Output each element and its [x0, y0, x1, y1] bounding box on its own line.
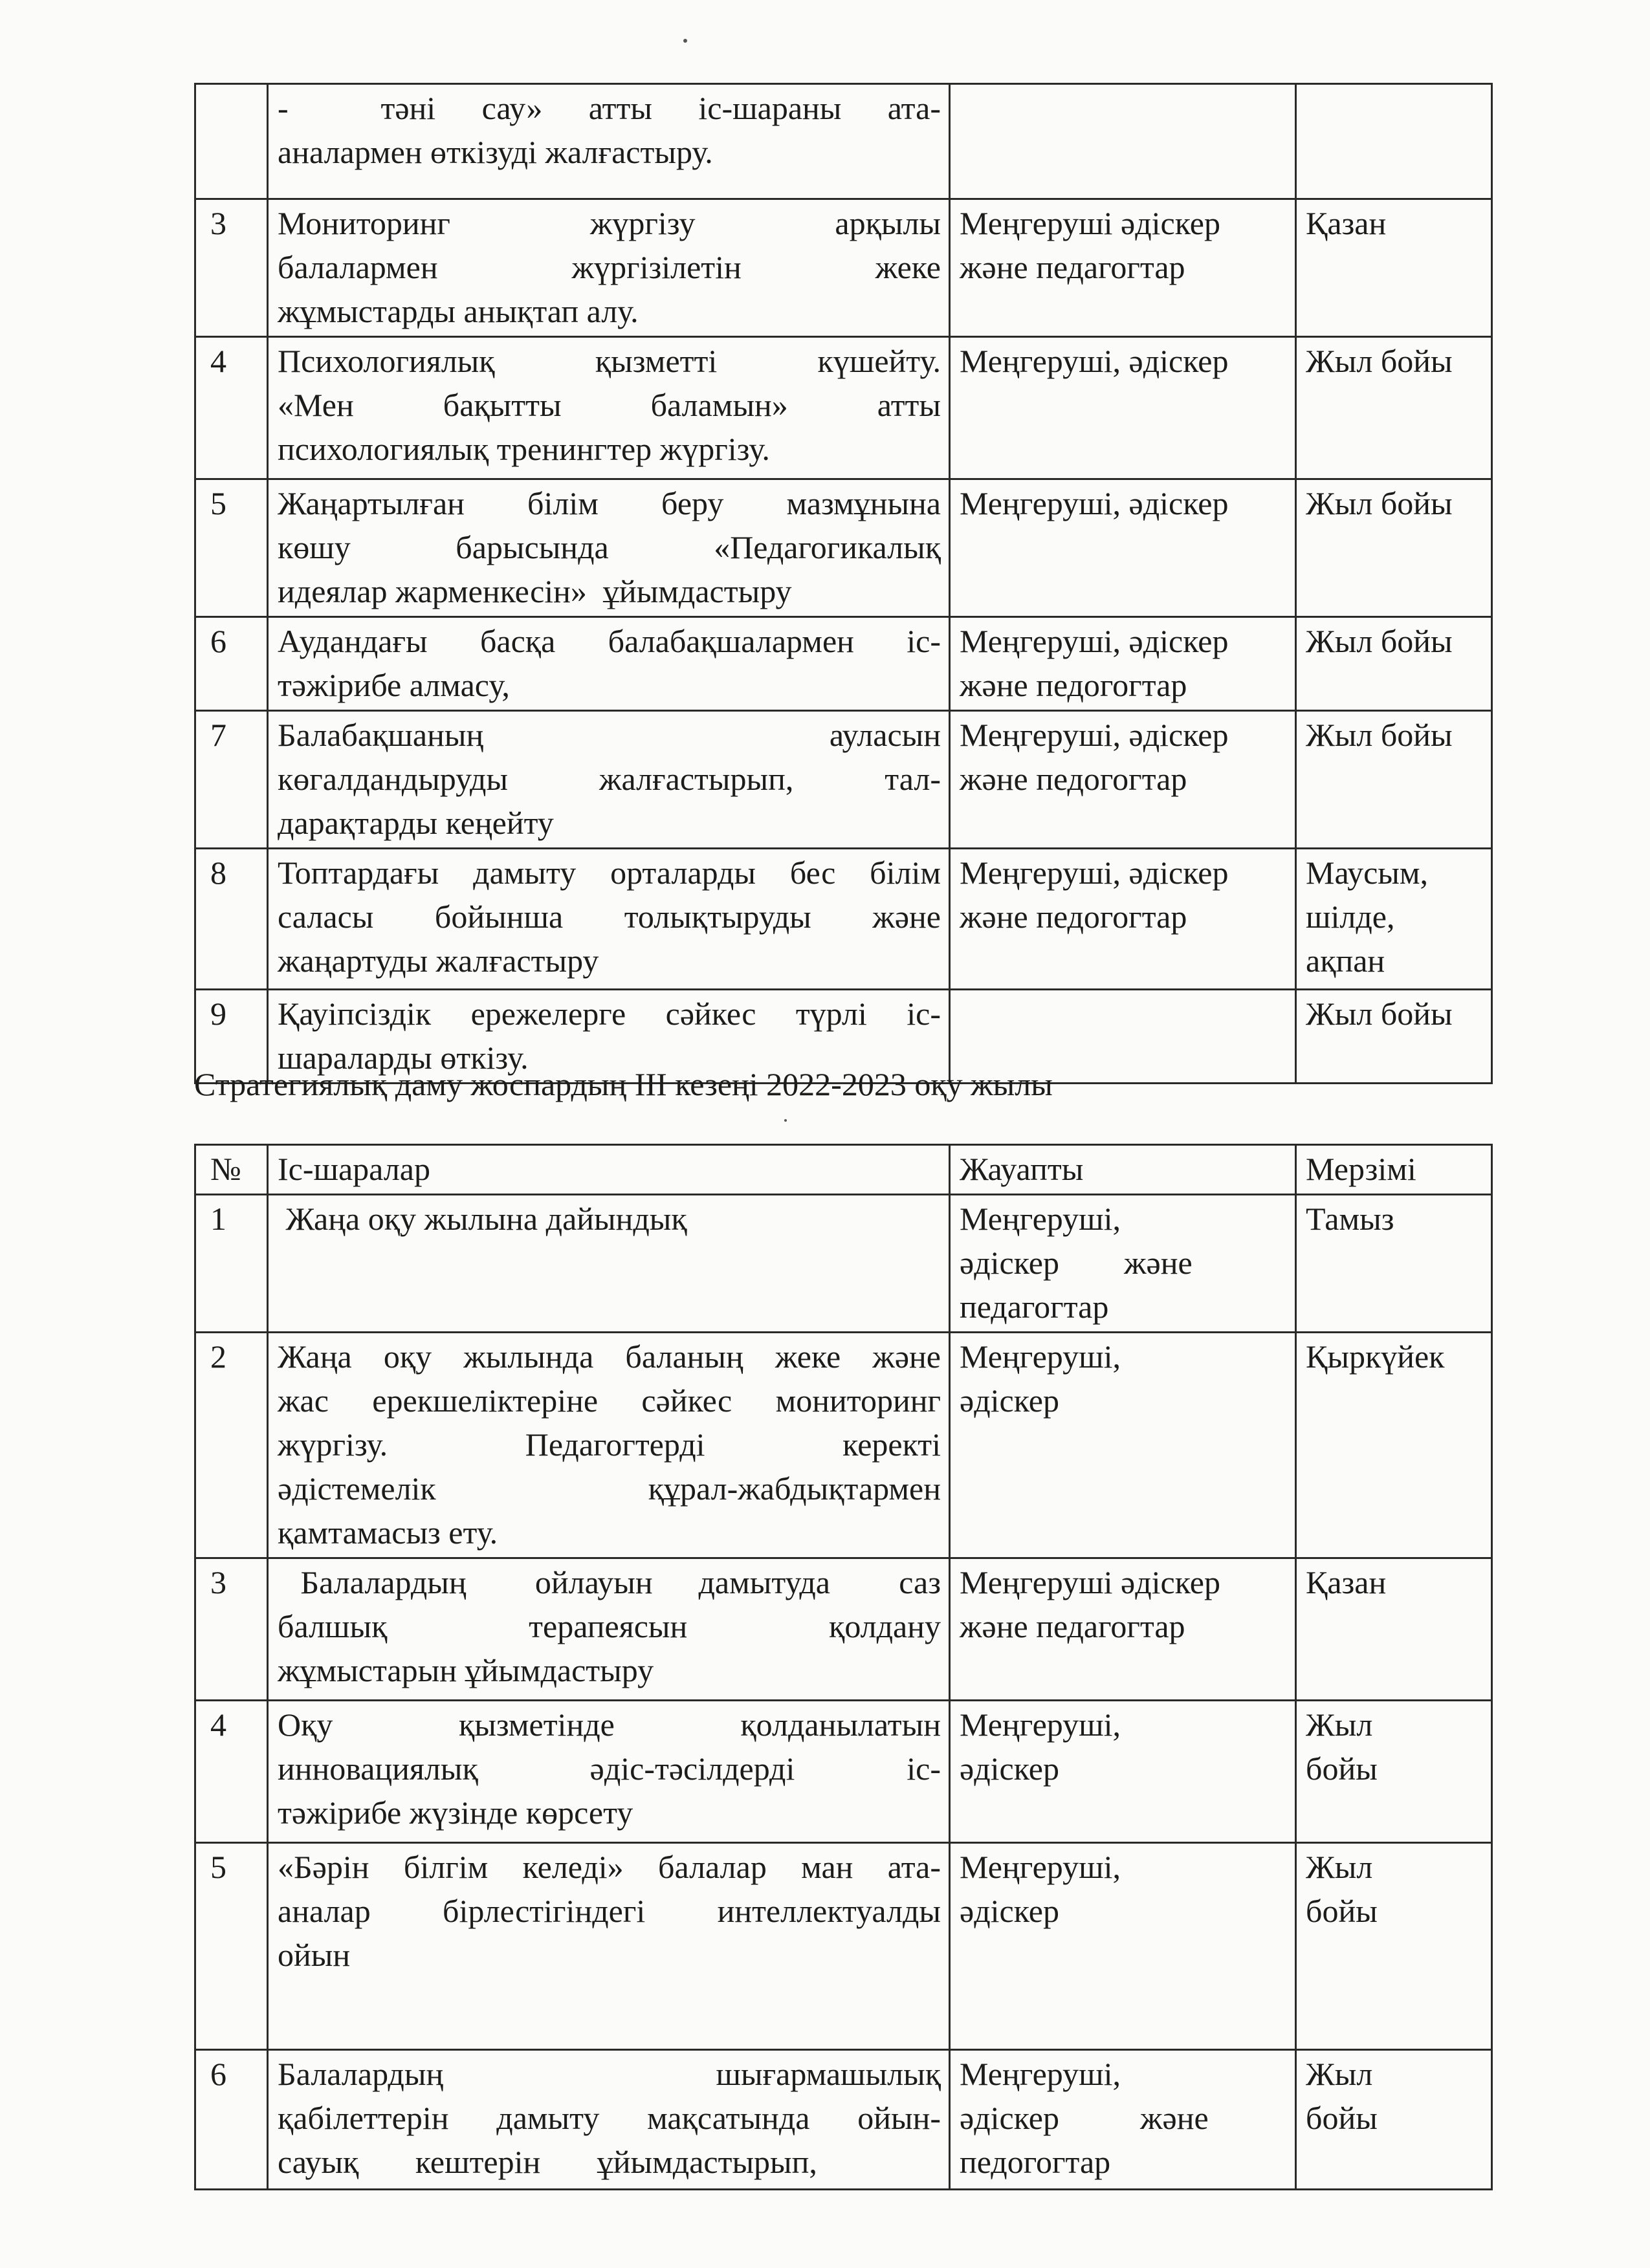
event-line: инновациялық әдіс-тәсілдерді іс- — [278, 1750, 941, 1787]
responsible-line: әдіскер және — [960, 2100, 1209, 2136]
event-line: көшу барысында «Педагогикалық — [278, 529, 941, 565]
responsible-cell — [950, 617, 1296, 711]
event-text — [268, 1558, 950, 1701]
table-row — [195, 711, 1492, 849]
responsible-line: Меңгеруші, — [960, 2056, 1121, 2092]
row-number: 5 — [195, 479, 268, 617]
event-line: «Мен бақытты баламын» атты — [278, 387, 941, 423]
deadline-line: Қыркүйек — [1306, 1338, 1445, 1375]
row-number: 6 — [195, 2050, 268, 2190]
table-row — [195, 1333, 1492, 1558]
deadline-cell — [1296, 479, 1492, 617]
responsible-cell — [950, 1558, 1296, 1701]
event-line: сауық кештерін ұйымдастырып, — [278, 2144, 817, 2180]
event-text — [268, 1333, 950, 1558]
event-line: қабілеттерін дамыту мақсатында ойын- — [278, 2100, 941, 2136]
deadline-line: Қазан — [1306, 205, 1387, 241]
event-line: Жаңа оқу жылында баланың жеке және — [278, 1338, 941, 1375]
deadline-line: Жыл бойы — [1306, 717, 1453, 753]
responsible-cell — [950, 84, 1296, 199]
responsible-line: Меңгеруші, әдіскер — [960, 623, 1229, 659]
event-text — [268, 479, 950, 617]
deadline-line: Жыл бойы — [1306, 623, 1453, 659]
event-line: аналармен өткізуді жалғастыру. — [278, 134, 713, 170]
responsible-line: әдіскер — [960, 1893, 1059, 1929]
event-line: әдістемелік құрал-жабдықтармен — [278, 1470, 941, 1507]
scan-speck — [784, 1119, 787, 1122]
table-row — [195, 849, 1492, 990]
event-line: көгалдандыруды жалғастырып, тал- — [278, 761, 941, 797]
deadline-cell — [1296, 2050, 1492, 2190]
event-line: саласы бойынша толықтыруды және — [278, 899, 941, 935]
event-line: Аудандағы басқа балабақшалармен іс- — [278, 623, 941, 659]
deadline-line: Жыл бойы — [1306, 343, 1453, 379]
header-events: Іс-шаралар — [268, 1145, 950, 1195]
responsible-line: Меңгеруші, әдіскер — [960, 717, 1229, 753]
responsible-line: педогогтар — [960, 2144, 1111, 2180]
responsible-line: және педогогтар — [960, 899, 1187, 935]
header-responsible: Жауапты — [950, 1145, 1296, 1195]
event-line: Балалардың ойлауын дамытуда саз — [278, 1564, 941, 1600]
event-line: идеялар жарменкесін» ұйымдастыру — [278, 573, 792, 609]
table-row — [195, 617, 1492, 711]
deadline-line: Жыл бойы — [1306, 485, 1453, 521]
event-line: дарақтарды кеңейту — [278, 805, 554, 841]
responsible-cell — [950, 337, 1296, 479]
event-text — [268, 1701, 950, 1843]
event-text — [268, 1843, 950, 2050]
responsible-cell — [950, 1701, 1296, 1843]
table-row — [195, 1558, 1492, 1701]
table-row — [195, 337, 1492, 479]
row-number: 3 — [195, 199, 268, 337]
event-line: аналар бірлестігіндегі интеллектуалды — [278, 1893, 941, 1929]
table-row — [195, 84, 1492, 199]
row-number: 6 — [195, 617, 268, 711]
event-text — [268, 1195, 950, 1333]
deadline-cell — [1296, 617, 1492, 711]
event-line: жүргізу. Педагогтерді керекті — [278, 1426, 941, 1463]
responsible-line: Меңгеруші, — [960, 1849, 1121, 1885]
table-row — [195, 1843, 1492, 2050]
row-number — [195, 84, 268, 199]
event-text — [268, 617, 950, 711]
responsible-cell — [950, 2050, 1296, 2190]
deadline-line: Жыл — [1306, 2056, 1373, 2092]
deadline-line: Жыл бойы — [1306, 996, 1453, 1032]
event-line: жас ерекшеліктеріне сәйкес мониторинг — [278, 1382, 941, 1419]
event-line: жұмыстарын ұйымдастыру — [278, 1652, 654, 1688]
event-text — [268, 199, 950, 337]
event-line: тәжірибе жүзінде көрсету — [278, 1794, 633, 1831]
deadline-line: бойы — [1306, 1750, 1378, 1787]
deadline-cell — [1296, 849, 1492, 990]
responsible-line: және педагогтар — [960, 249, 1185, 285]
row-number: 1 — [195, 1195, 268, 1333]
deadline-cell — [1296, 84, 1492, 199]
responsible-line: Меңгеруші, әдіскер — [960, 855, 1229, 891]
event-line: тәжірибе алмасу, — [278, 667, 510, 703]
deadline-cell — [1296, 199, 1492, 337]
responsible-cell — [950, 479, 1296, 617]
responsible-cell — [950, 1843, 1296, 2050]
event-line: ойын — [278, 1937, 351, 1973]
event-line: Психологиялық қызметті күшейту. — [278, 343, 941, 379]
table-row — [195, 2050, 1492, 2190]
row-number: 3 — [195, 1558, 268, 1701]
event-line: Топтардағы дамыту орталарды бес білім — [278, 855, 941, 891]
section-title: Стратегиялық даму жоспардың ІІІ кезеңі 2022-2023 оқу жылы — [194, 1066, 1053, 1102]
deadline-cell — [1296, 990, 1492, 1084]
responsible-line: және педогогтар — [960, 761, 1187, 797]
plan-table-continued — [194, 83, 1493, 1084]
responsible-line: Меңгеруші, — [960, 1338, 1121, 1375]
responsible-line: Меңгеруші, — [960, 1201, 1121, 1237]
event-text — [268, 2050, 950, 2190]
event-line: Жаңа оқу жылына дайындық — [278, 1201, 687, 1237]
responsible-line: Меңгеруші, — [960, 1706, 1121, 1743]
event-text — [268, 711, 950, 849]
deadline-cell — [1296, 1843, 1492, 2050]
responsible-line: Меңгеруші, әдіскер — [960, 343, 1229, 379]
table-row — [195, 1195, 1492, 1333]
responsible-line: және педогогтар — [960, 667, 1187, 703]
row-number: 8 — [195, 849, 268, 990]
event-line: Балалардың шығармашылық — [278, 2056, 941, 2092]
event-text — [268, 337, 950, 479]
responsible-line: әдіскер — [960, 1382, 1059, 1419]
deadline-line: Маусым, — [1306, 855, 1429, 891]
event-line: балалармен жүргізілетін жеке — [278, 249, 941, 285]
row-number: 7 — [195, 711, 268, 849]
responsible-line: Меңгеруші, әдіскер — [960, 485, 1229, 521]
event-line: Оқу қызметінде қолданылатын — [278, 1706, 941, 1743]
deadline-line: бойы — [1306, 2100, 1378, 2136]
responsible-cell — [950, 849, 1296, 990]
event-line: - тәні сау» атты іс-шараны ата- — [278, 90, 941, 126]
responsible-line: әдіскер — [960, 1750, 1059, 1787]
deadline-line: Жыл — [1306, 1849, 1373, 1885]
responsible-cell — [950, 199, 1296, 337]
event-text — [268, 849, 950, 990]
responsible-line: және педагогтар — [960, 1608, 1185, 1644]
deadline-cell — [1296, 337, 1492, 479]
row-number: 2 — [195, 1333, 268, 1558]
table-row — [195, 199, 1492, 337]
deadline-line: шілде, — [1306, 899, 1395, 935]
event-line: жұмыстарды анықтап алу. — [278, 293, 639, 329]
table-row — [195, 479, 1492, 617]
row-number: 4 — [195, 1701, 268, 1843]
event-line: Балабақшаның ауласын — [278, 717, 941, 753]
deadline-line: Жыл — [1306, 1706, 1373, 1743]
event-line: жаңартуды жалғастыру — [278, 943, 599, 979]
responsible-cell — [950, 711, 1296, 849]
scan-speck — [683, 39, 687, 43]
event-text — [268, 84, 950, 199]
responsible-cell — [950, 1333, 1296, 1558]
event-line: шараларды өткізу. — [278, 1040, 529, 1076]
deadline-line: ақпан — [1306, 943, 1385, 979]
deadline-line: Қазан — [1306, 1564, 1387, 1600]
event-line: «Бәрін білгім келеді» балалар ман ата- — [278, 1849, 941, 1885]
event-line: Жаңартылған білім беру мазмұнына — [278, 485, 941, 521]
row-number: 4 — [195, 337, 268, 479]
responsible-line: Меңгеруші әдіскер — [960, 205, 1220, 241]
responsible-line: әдіскер және — [960, 1245, 1193, 1281]
header-number: № — [195, 1145, 268, 1195]
deadline-cell — [1296, 1333, 1492, 1558]
deadline-cell — [1296, 1701, 1492, 1843]
table-row — [195, 1701, 1492, 1843]
deadline-line: Тамыз — [1306, 1201, 1394, 1237]
event-line: балшық терапеясын қолдану — [278, 1608, 941, 1644]
deadline-line: бойы — [1306, 1893, 1378, 1929]
event-line: қамтамасыз ету. — [278, 1514, 498, 1551]
header-deadline: Мерзімі — [1296, 1145, 1492, 1195]
event-line: психологиялық тренингтер жүргізу. — [278, 431, 770, 467]
plan-table-stage-3 — [194, 1144, 1493, 2190]
deadline-cell — [1296, 711, 1492, 849]
responsible-cell — [950, 1195, 1296, 1333]
table-header-row — [195, 1145, 1492, 1195]
event-line: Мониторинг жүргізу арқылы — [278, 205, 941, 241]
row-number: 5 — [195, 1843, 268, 2050]
deadline-cell — [1296, 1195, 1492, 1333]
responsible-line: педагогтар — [960, 1289, 1109, 1325]
event-line: Қауіпсіздік ережелерге сәйкес түрлі іс- — [278, 996, 941, 1032]
deadline-cell — [1296, 1558, 1492, 1701]
responsible-line: Меңгеруші әдіскер — [960, 1564, 1220, 1600]
row-number: 9 — [195, 990, 268, 1084]
